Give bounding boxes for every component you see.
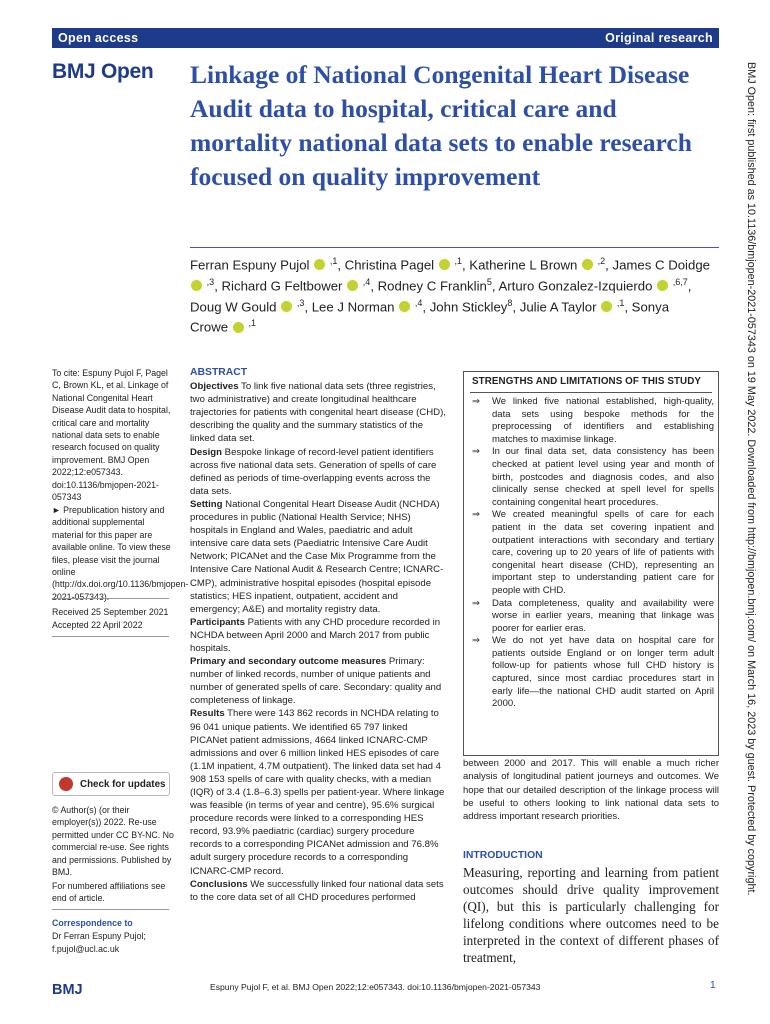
strengths-box: [463, 371, 719, 756]
abstract-heading: ABSTRACT: [190, 367, 248, 378]
affiliation-number: ,4: [362, 276, 371, 287]
abstract-section: [190, 446, 446, 498]
page-number: 1: [710, 980, 716, 991]
strength-text: We do not yet have data on hospital care for patients outside England or on longer term adult follow-up for patients whose full CHD history is captured, since most cardiac procedures start in early life—the national CHD audit started on April 2000.: [492, 635, 714, 710]
arrow-icon: ⇒: [472, 635, 480, 647]
affiliation-number: ,3: [206, 276, 215, 287]
affiliation-number: ,6,7: [672, 276, 688, 287]
correspondence-email[interactable]: f.pujol@ucl.ac.uk: [52, 944, 120, 954]
abstract-section-text: There were 143 862 records in NCHDA relating to 96 041 unique patients. We identified 65 797 linked PICANet patient admissions, 4664 linked ICNARC-CMP admissions and over 6 million linked HES episodes of care (1.1M inpatient, 4.7M outpatient). The linked data set had 4 908 153 spells of care with quality checks, with a median (IQR) of 3.4 (1.8–6.3) spells per patient-year. Where linkage was feasible (in terms of year and centre), 95.6% surgical procedure records were linked to a corresponding HES record, 93.9% paediatric (cardiac) surgery procedure records to a corresponding PICANet admission and 76.8% adult surgery procedure records to a corresponding ICNARC-CMP record.: [190, 708, 445, 877]
abstract-section-label: Conclusions: [190, 878, 248, 890]
strength-item: [470, 446, 714, 509]
footer-logo: BMJ: [52, 982, 83, 998]
strength-item: [470, 635, 714, 711]
affiliation-number: ,2: [597, 256, 606, 266]
update-check-icon: [59, 777, 73, 791]
abstract-section: [190, 707, 446, 877]
arrow-icon: ⇒: [472, 597, 480, 609]
author-list: Ferran Espuny Pujol $^{,1}$, Christina Pagel $^{,1}$, Katherine L Brown $^{,2}$, James C Doidge $^{,3}$, Richard G Feltbower $^{,4}$, Rodney C Franklin$^5$, Arturo Gonzalez-Izquierdo $^{,6,7}$, Doug W Gould $^{,3}$, Lee J Norman $^{,4}$, John Stickley$^8$, Julie A Taylor $^{,1}$, Sonya Crowe $^{,1}$: [190, 256, 710, 335]
abstract-section-text: We successfully linked four national data sets to the core data set of all CHD procedures performed: [190, 878, 444, 903]
strengths-heading: STRENGTHS AND LIMITATIONS OF THIS STUDY: [472, 376, 702, 387]
correspondence-name: Dr Ferran Espuny Pujol;: [52, 931, 146, 941]
author-name: Katherine L Brown: [469, 257, 578, 273]
orcid-icon[interactable]: [281, 301, 292, 312]
sidebar-divider: [52, 636, 169, 637]
orcid-icon[interactable]: [582, 259, 593, 270]
affiliation-number: ,1: [454, 256, 462, 266]
abstract-section-label: Results: [190, 708, 225, 720]
sidebar-divider: [52, 598, 169, 599]
abstract-section-text: To link five national data sets (three registries, two administrative) and create longitudinal healthcare trajectories for patients with congenital heart disease (CHD), describing the quality and the summary statistics of the linked data set.: [190, 381, 446, 445]
accepted-date: Accepted 22 April 2022: [52, 620, 143, 630]
abstract-section-text: Bespoke linkage of record-level patient identifiers across five national data sets. Generation of spells of care defined as periods of time-overlapping events across the data sets.: [190, 446, 437, 497]
cite-block: To cite: Espuny Pujol F, Pagel C, Brown KL, et al. Linkage of National Congenital Heart Disease Audit data to hospital, critical care and mortality national data sets to enable research focused on quality improvement. BMJ Open 2022;12:e057343. doi:10.1136/bmjopen-2021-057343: [52, 368, 171, 503]
abstract-section-label: Design: [190, 446, 222, 458]
abstract-section-label: Setting: [190, 498, 223, 510]
abstract-section-label: Primary and secondary outcome measures: [190, 656, 387, 668]
author-name: James C Doidge: [612, 257, 710, 273]
received-date: Received 25 September 2021: [52, 607, 169, 617]
strength-item: [470, 598, 714, 636]
affiliation-number: ,1: [248, 318, 256, 329]
article-title: Linkage of National Congenital Heart Disease Audit data to hospital, critical care and mortality national data sets to enable research focused on quality improvement: [190, 60, 692, 191]
strength-text: Data completeness, quality and availability were worse in earlier years, meaning that linkage was poorer for earlier eras.: [492, 597, 714, 634]
affiliation-number: ,3: [296, 297, 305, 308]
arrow-icon: ⇒: [472, 396, 480, 407]
correspondence-label: Correspondence to: [52, 918, 133, 928]
orcid-icon[interactable]: [657, 280, 668, 291]
orcid-icon[interactable]: [601, 301, 612, 312]
author-name: Christina Pagel: [344, 257, 435, 273]
orcid-icon[interactable]: [191, 280, 202, 291]
affiliation-number: ,1: [329, 256, 338, 266]
orcid-icon[interactable]: [439, 259, 450, 270]
title-rule: [190, 247, 719, 248]
affiliation-number: ,1: [616, 297, 625, 308]
strength-text: We created meaningful spells of care for each patient in the data set covering inpatient and outpatient interactions with secondary and tertiary care, covering up to 20 years of life of patients with congenital heart disease (CHD), representing an important step to understanding patient care for people with CHD.: [492, 509, 714, 596]
abstract-section: [190, 498, 446, 616]
abstract-section-text: National Congenital Heart Disease Audit (NCHDA) procedures in public (National Health Service; NHS) hospitals in England and Wales, paediatric and adult intensive care data sets (Paediatric Intensive Care Audit Network; PICANet and the Case Mix Programme from the Intensive Care National Audit & Research Centre; ICNARC-CMP), administrative hospital episodes (hospital episode statistics; HES inpatient, outpatient, accident and emergency; A&E) and mortality registry data.: [190, 498, 444, 615]
introduction-text: Measuring, reporting and learning from patient outcomes should drive quality improvement (QI), but this is particularly challenging for lifelong conditions where outcomes need to be interpreted in the context of different phases of treatment,: [463, 865, 719, 966]
orcid-icon[interactable]: [233, 322, 244, 333]
arrow-icon: ⇒: [472, 446, 480, 458]
abstract-section: [190, 655, 446, 707]
arrow-icon: ⇒: [472, 509, 480, 521]
abstract-section: [190, 616, 446, 655]
open-access-label: Open access: [58, 31, 139, 45]
abstract-section: [190, 380, 446, 445]
sidebar-divider: [52, 909, 169, 910]
strength-text: In our final data set, data consistency has been checked at patient level using year and month of birth, postcodes and diagnosis codes, and also clinically sense checked at spell level for spells containing congenital heart procedures.: [492, 446, 714, 508]
abstract: [190, 366, 446, 904]
orcid-icon[interactable]: [347, 280, 358, 291]
copyright-note: © Author(s) (or their employer(s)) 2022. Re-use permitted under CC BY-NC. No commercial re-use. See rights and permissions. Published by BMJ.: [52, 805, 174, 878]
abstract-section-label: Participants: [190, 616, 245, 628]
footer-citation: Espuny Pujol F, et al. BMJ Open 2022;12:e057343. doi:10.1136/bmjopen-2021-057343: [210, 982, 541, 992]
abstract-section: [190, 878, 446, 904]
article-type-label: Original research: [605, 31, 713, 45]
author-name: Doug W Gould: [190, 298, 277, 314]
author-name: Richard G Feltbower: [221, 278, 343, 294]
strength-item: [470, 509, 714, 597]
author-name: John Stickley: [429, 298, 508, 314]
vertical-note-text: BMJ Open: first published as 10.1136/bmjopen-2021-057343 on 19 May 2022. Downloaded from http://bmjopen.bmj.com/ on March 16, 2023 by guest. Protected by copyright.: [745, 62, 757, 896]
strengths-list: [470, 396, 714, 711]
abstract-section-text: Primary: number of linked records, number of unique patients and number of generated spells of care. Secondary: quality and completeness of linkage.: [190, 656, 442, 707]
affiliation-number: 8: [507, 297, 513, 308]
strength-text: We linked five national established, high-quality, data sets using bespoke methods for the preprocessing of identifiers and establishing matches to maximise linkage.: [492, 396, 714, 445]
author-name: Sonya Crowe: [190, 298, 670, 335]
strengths-rule: [470, 392, 712, 393]
abstract-continuation: between 2000 and 2017. This will enable a much richer analysis of longitudinal patient journeys and outcomes. We hope that our detailed description of the linkage process will be useful to others looking to link national data sets to address important research priorities.: [463, 758, 719, 823]
abstract-section-text: Patients with any CHD procedure recorded in NCHDA between April 2000 and March 2017 from public hospitals.: [190, 616, 441, 654]
check-for-updates-button[interactable]: [52, 772, 170, 796]
affiliation-number: 5: [486, 276, 492, 287]
author-name: Lee J Norman: [311, 298, 395, 314]
strength-item: [470, 396, 714, 446]
orcid-icon[interactable]: [314, 259, 325, 270]
vertical-note: [745, 62, 757, 972]
abstract-section-label: Objectives: [190, 381, 239, 393]
journal-logo: BMJ Open: [52, 60, 154, 83]
author-name: Julie A Taylor: [519, 298, 597, 314]
check-updates-label: Check for updates: [80, 779, 166, 790]
author-name: Rodney C Franklin: [377, 278, 487, 294]
affiliation-number: ,4: [414, 297, 423, 308]
introduction-heading: INTRODUCTION: [463, 850, 543, 861]
prepub-note: ► Prepublication history and additional supplemental material for this paper are available online. To view these files, please visit the journal online (http://dx.doi.org/10.1136/bmjopen-2021-057343).: [52, 505, 189, 602]
orcid-icon[interactable]: [399, 301, 410, 312]
affiliations-note: For numbered affiliations see end of article.: [52, 881, 166, 904]
author-name: Arturo Gonzalez-Izquierdo: [498, 278, 653, 294]
author-name: Ferran Espuny Pujol: [190, 257, 310, 273]
top-banner: [52, 28, 719, 48]
